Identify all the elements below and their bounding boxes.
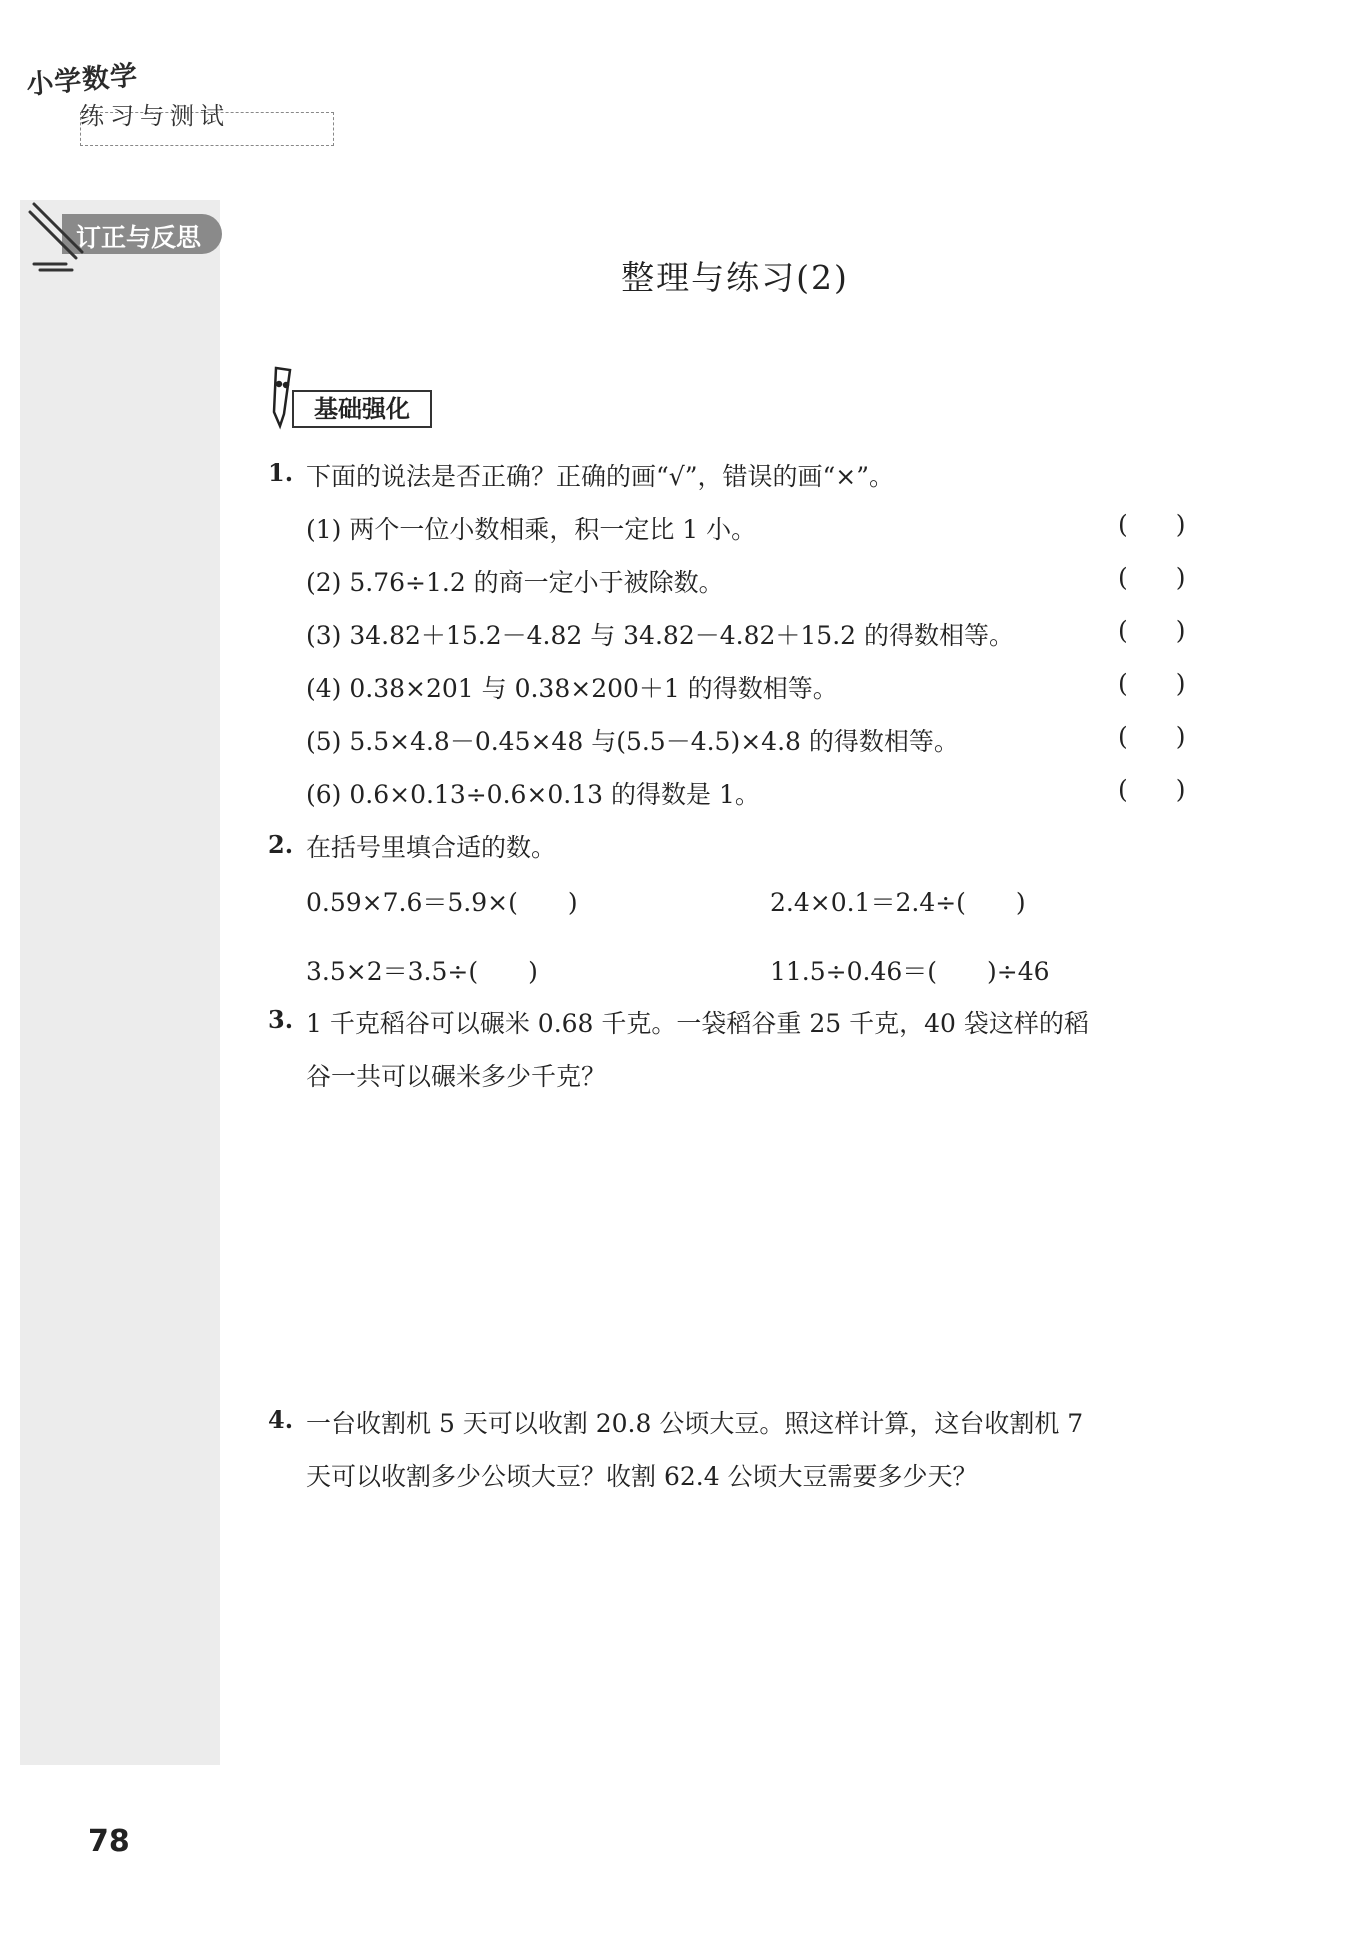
answer-blank: ( ) — [1118, 669, 1186, 698]
word-problem-line: 一台收割机 5 天可以收割 20.8 公顷大豆。照这样计算，这台收割机 7 — [306, 1409, 1084, 1438]
statement-item: (3) 34.82＋15.2－4.82 与 34.82－4.82＋15.2 的得数相等。 — [306, 621, 1014, 650]
word-problem-line: 天可以收割多少公顷大豆？收割 62.4 公顷大豆需要多少天？ — [306, 1462, 978, 1491]
question-number: 1. — [268, 458, 294, 487]
page-title: 整理与练习(2) — [621, 258, 849, 297]
correction-margin — [20, 200, 220, 1765]
fill-blank-item: 0.59×7.6＝5.9×( ) — [306, 888, 578, 917]
statement-item: (1) 两个一位小数相乘，积一定比 1 小。 — [306, 515, 757, 544]
statement-item: (4) 0.38×201 与 0.38×200＋1 的得数相等。 — [306, 674, 838, 703]
answer-blank: ( ) — [1118, 722, 1186, 751]
fill-blank-item: 3.5×2＝3.5÷( ) — [306, 957, 538, 986]
question-prompt: 在括号里填合适的数。 — [306, 833, 557, 862]
brand-title: 小学数学 — [25, 60, 140, 101]
fill-blank-item: 2.4×0.1＝2.4÷( ) — [770, 888, 1026, 917]
statement-item: (5) 5.5×4.8－0.45×48 与(5.5－4.5)×4.8 的得数相等。 — [306, 727, 959, 756]
statement-item: (6) 0.6×0.13÷0.6×0.13 的得数是 1。 — [306, 780, 760, 809]
word-problem-line: 谷一共可以碾米多少千克？ — [306, 1062, 607, 1091]
answer-blank: ( ) — [1118, 510, 1186, 539]
brand-subtitle: 练习与测试 — [80, 102, 230, 130]
question-prompt: 下面的说法是否正确？正确的画“√”，错误的画“×”。 — [306, 462, 895, 491]
margin-tab-label: 订正与反思 — [76, 223, 202, 252]
question-number: 3. — [268, 1005, 294, 1034]
question-number: 4. — [268, 1405, 294, 1434]
statement-item: (2) 5.76÷1.2 的商一定小于被除数。 — [306, 568, 724, 597]
answer-blank: ( ) — [1118, 563, 1186, 592]
answer-blank: ( ) — [1118, 775, 1186, 804]
page-number: 78 — [88, 1824, 130, 1859]
word-problem-line: 1 千克稻谷可以碾米 0.68 千克。一袋稻谷重 25 千克，40 袋这样的稻 — [306, 1009, 1089, 1038]
answer-blank: ( ) — [1118, 616, 1186, 645]
fill-blank-item: 11.5÷0.46＝( )÷46 — [770, 957, 1050, 986]
section-label: 基础强化 — [292, 390, 432, 428]
question-number: 2. — [268, 830, 294, 859]
